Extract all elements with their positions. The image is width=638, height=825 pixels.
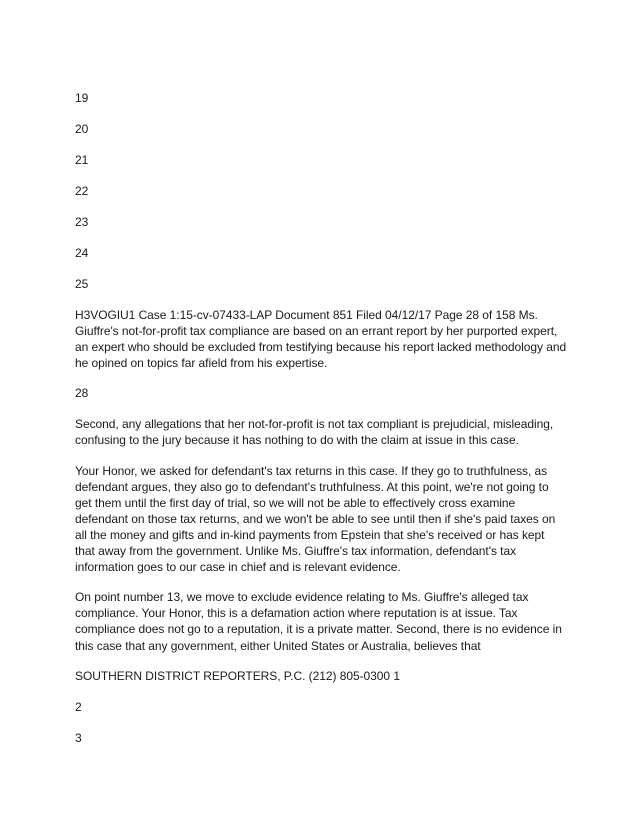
document-body: [75, 90, 567, 746]
line-number: 22: [75, 184, 89, 198]
line-number: 23: [75, 215, 89, 229]
page-marker: 28: [75, 386, 89, 401]
line-number: 20: [75, 122, 89, 136]
body-paragraph: On point number 13, we move to exclude evidence relating to Ms. Giuffre's alleged tax compliance. Your Honor, this is a defamation action where reputation is at issue. Tax compliance does not go to a reputation, it is a private matter. Second, there is no evidence in this case that any government, either United States or Australia, believes that: [75, 590, 562, 653]
body-paragraph: Your Honor, we asked for defendant's tax returns in this case. If they go to truthfulness, as defendant argues, they also go to defendant's truthfulness. At this point, we're not going to get them until the first day of trial, so we will not be able to effectively cross examine defendant on those tax returns, and we won't be able to see until then if she's paid taxes on all the money and gifts and in-kind payments from Epstein that she's received or has kept that away from the government. Unlike Ms. Giuffre's tax information, defendant's tax information goes to our case in chief and is relevant evidence.: [75, 463, 556, 575]
body-paragraph: Second, any allegations that her not-for-profit is not tax compliant is prejudicial, misleading, confusing to the jury because it has nothing to do with the claim at issue in this case.: [75, 417, 554, 448]
line-number: 19: [75, 91, 89, 105]
line-number: 2: [75, 699, 82, 714]
line-number: 21: [75, 153, 89, 167]
line-number: 25: [75, 277, 89, 291]
line-number: 24: [75, 246, 89, 260]
header-paragraph: H3VOGIU1 Case 1:15-cv-07433-LAP Document 851 Filed 04/12/17 Page 28 of 158 Ms. Giuffre's not-for-profit tax compliance are based on an errant report by her purported expert, an expert who should be excluded from testifying because his report lacked methodology and he opined on topics far afield from his expertise.: [75, 308, 567, 371]
footer-line: SOUTHERN DISTRICT REPORTERS, P.C. (212) 805-0300 1: [75, 668, 400, 683]
line-number: 3: [75, 730, 82, 745]
